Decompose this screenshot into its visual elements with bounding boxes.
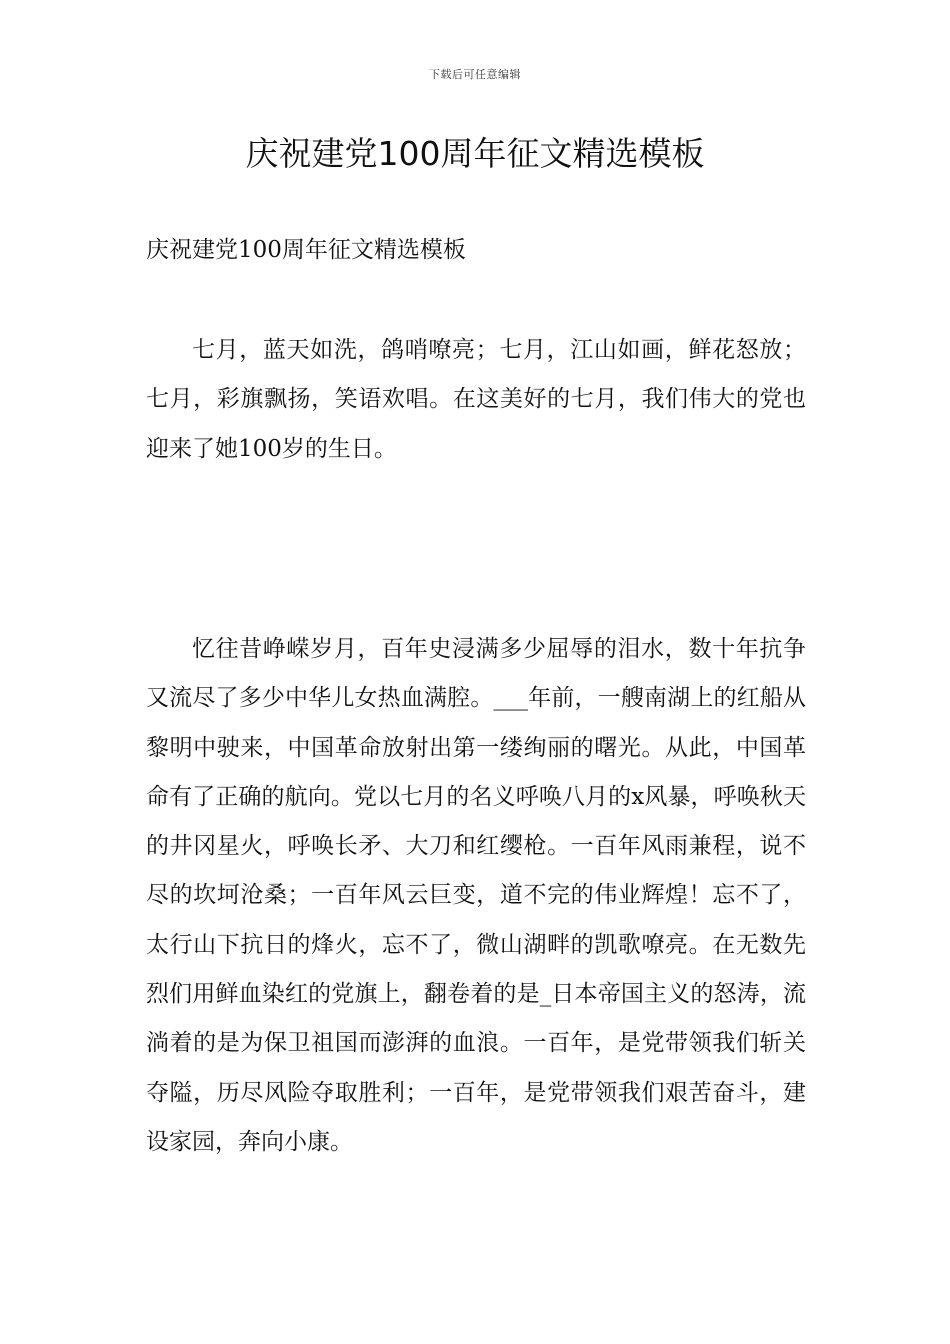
document-title: 庆祝建党100周年征文精选模板 <box>245 134 705 173</box>
document-subtitle: 庆祝建党100周年征文精选模板 <box>146 237 466 263</box>
paragraph-2: 忆往昔峥嵘岁月，百年史浸满多少屈辱的泪水，数十年抗争又流尽了多少中华儿女热血满腔。___年前，一艘南湖上的红船从黎明中驶来，中国革命放射出第一缕绚丽的曙光。从此，中国革命有了正确的航向。党以七月的名义呼唤八月的x风暴，呼唤秋天的井冈星火，呼唤长矛、大刀和红缨枪。一百年风雨兼程，说不尽的坎坷沧桑；一百年风云巨变，道不完的伟业辉煌！忘不了，太行山下抗日的烽火，忘不了，微山湖畔的凯歌嘹亮。在无数先烈们用鲜血染红的党旗上，翻卷着的是_日本帝国主义的怒涛，流淌着的是为保卫祖国而澎湃的血浪。一百年，是党带领我们斩关夺隘，历尽风险夺取胜利；一百年，是党带领我们艰苦奋斗，建设家园，奔向小康。 <box>146 636 806 1155</box>
page-header-note: 下载后可任意编辑 <box>429 68 521 81</box>
paragraph-1: 七月，蓝天如洗，鸽哨嘹亮；七月，江山如画，鲜花怒放；七月，彩旗飘扬，笑语欢唱。在这美好的七月，我们伟大的党也迎来了她100岁的生日。 <box>146 337 806 462</box>
